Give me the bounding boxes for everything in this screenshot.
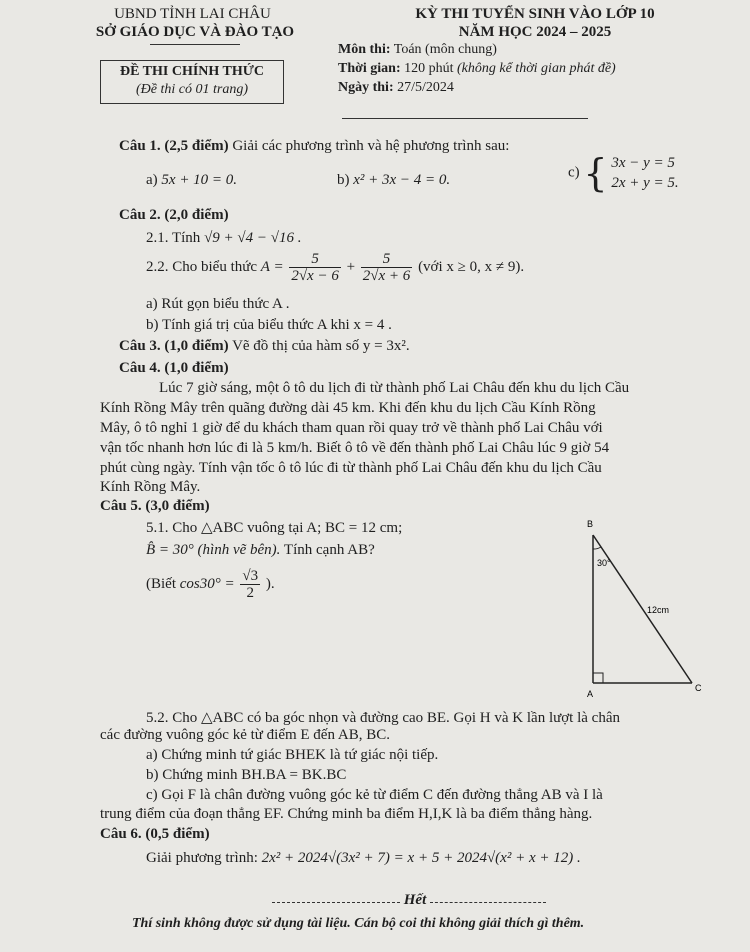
q1-c-eq2: 2x + y = 5. bbox=[611, 175, 679, 191]
vertex-a-label: A bbox=[587, 689, 594, 699]
q2-a: a) Rút gọn biểu thức A . bbox=[146, 296, 290, 312]
q2-1-expression: √9 + √4 − √16 . bbox=[204, 230, 302, 246]
right-angle-mark bbox=[593, 673, 603, 683]
province-name: UBND TỈNH LAI CHÂU bbox=[114, 6, 271, 22]
q4-title: Câu 4. (1,0 điểm) bbox=[119, 360, 229, 376]
q1-a bbox=[146, 172, 237, 189]
exam-title: KỲ THI TUYỂN SINH VÀO LỚP 10 bbox=[415, 6, 655, 22]
angle-b-arc bbox=[593, 547, 601, 549]
q2-2: 2.2. Cho biểu thức A = $\frac{5}{2√x - 6}$ + $\frac{5}{2√x + 6}$ (với x ≥ 0, x ≠ 9). bbox=[146, 251, 525, 284]
question-3 bbox=[119, 338, 410, 355]
q5-2-line-2: các đường vuông góc kẻ từ điểm E đến AB, BC. bbox=[100, 727, 390, 743]
q1-b-equation: x² + 3x − 4 = 0. bbox=[353, 172, 451, 188]
q4-line-1: Lúc 7 giờ sáng, một ô tô du lịch đi từ thành phố Lai Châu đến khu du lịch Cầu bbox=[159, 380, 630, 396]
fraction-1 bbox=[289, 251, 341, 284]
q2-1 bbox=[146, 230, 302, 247]
official-note: (Đề thi có 01 trang) bbox=[136, 82, 248, 97]
q1-title: Câu 1. (2,5 điểm) bbox=[119, 138, 229, 154]
question-1 bbox=[119, 138, 509, 155]
q5-2-c-line-2: trung điểm của đoạn thẳng EF. Chứng minh ba điểm H,I,K là ba điểm thẳng hàng. bbox=[100, 806, 593, 822]
vertex-b-label: B bbox=[587, 519, 594, 529]
subject-line bbox=[338, 42, 497, 58]
q4-line-2: Kính Rồng Mây trên quãng đường dài 45 km. Khi đến khu du lịch Cầu Kính Rồng bbox=[100, 400, 596, 416]
q1-text: Giải các phương trình và hệ phương trình sau: bbox=[232, 138, 510, 154]
q1-b-label: b) bbox=[337, 172, 350, 188]
q5-1-hint bbox=[146, 568, 275, 601]
hint-suffix: ). bbox=[265, 576, 275, 592]
q4-line-4: vận tốc nhanh hơn lúc đi là 5 km/h. Biết ô tô về đến thành phố Lai Châu lúc 9 giờ 54 bbox=[100, 440, 610, 456]
date-line bbox=[338, 80, 454, 96]
q6-prefix: Giải phương trình: bbox=[146, 850, 258, 866]
q6-title: Câu 6. (0,5 điểm) bbox=[100, 826, 210, 842]
department-name: SỞ GIÁO DỤC VÀ ĐÀO TẠO bbox=[95, 24, 295, 40]
angle-label: 30° bbox=[597, 558, 611, 568]
header-left-underline bbox=[150, 44, 240, 45]
q5-1-question: Tính cạnh AB? bbox=[283, 542, 375, 558]
footer-dash-left bbox=[272, 902, 400, 904]
q1-b bbox=[337, 172, 450, 189]
q3-text: Vẽ đồ thị của hàm số y = 3x². bbox=[232, 338, 410, 354]
q6-equation: 2x² + 2024√(3x² + 7) = x + 5 + 2024√(x² + x + 12) . bbox=[261, 850, 581, 866]
time-label: Thời gian: bbox=[338, 61, 401, 76]
q4-line-5: phút cùng ngày. Tính vận tốc ô tô lúc đi từ thành phố Lai Châu đến khu du lịch Cầu bbox=[100, 460, 602, 476]
time-value: 120 phút bbox=[404, 61, 454, 76]
q4-line-6: Kính Rồng Mây. bbox=[100, 479, 201, 495]
header-right-rule bbox=[342, 118, 588, 119]
hint-prefix: (Biết bbox=[146, 576, 176, 592]
cos-fraction bbox=[240, 568, 260, 601]
official-label: ĐỀ THI CHÍNH THỨC bbox=[119, 64, 265, 79]
cos-fraction-numerator: √3 bbox=[242, 568, 259, 584]
q2-2-lhs: A = bbox=[260, 259, 284, 275]
triangle-figure bbox=[575, 515, 705, 700]
subject-value: Toán (môn chung) bbox=[393, 42, 497, 57]
q2-2-condition: (với x ≥ 0, x ≠ 9). bbox=[418, 259, 525, 275]
q5-2-b: b) Chứng minh BH.BA = BK.BC bbox=[146, 767, 347, 783]
q2-b: b) Tính giá trị của biểu thức A khi x = 4 . bbox=[146, 317, 392, 333]
school-year: NĂM HỌC 2024 – 2025 bbox=[458, 24, 612, 40]
angle-b-value: B̂ = 30° bbox=[146, 542, 194, 558]
figure-reference: (hình vẽ bên). bbox=[197, 542, 281, 558]
date-value: 27/5/2024 bbox=[397, 80, 454, 95]
subject-label: Môn thi: bbox=[338, 42, 391, 57]
footer-note: Thí sinh không được sử dụng tài liệu. Cán bộ coi thi không giải thích gì thêm. bbox=[132, 916, 585, 931]
q2-2-prefix: 2.2. Cho biểu thức bbox=[146, 259, 258, 275]
hint-expression: cos30° = bbox=[179, 576, 235, 592]
q2-title: Câu 2. (2,0 điểm) bbox=[119, 207, 229, 223]
fraction-2 bbox=[361, 251, 413, 284]
time-note: (không kể thời gian phát đề) bbox=[457, 61, 616, 76]
q5-title: Câu 5. (3,0 điểm) bbox=[100, 498, 210, 514]
q5-2-a: a) Chứng minh tứ giác BHEK là tứ giác nội tiếp. bbox=[146, 747, 439, 763]
fraction-1-denominator: 2√x − 6 bbox=[291, 268, 339, 284]
q5-2-line-1: 5.2. Cho △ABC có ba góc nhọn và đường cao BE. Gọi H và K lần lượt là chân bbox=[146, 710, 620, 726]
footer-dash-right bbox=[430, 902, 546, 904]
vertex-c-label: C bbox=[695, 683, 702, 693]
time-line bbox=[338, 61, 616, 77]
q1-c-label: c) bbox=[568, 164, 580, 181]
q1-c bbox=[568, 153, 679, 193]
cos-fraction-denominator: 2 bbox=[246, 585, 254, 601]
date-label: Ngày thi: bbox=[338, 80, 394, 95]
q4-line-3: Mây, ô tô nghỉ 1 giờ để du khách tham quan rồi quay trở về thành phố Lai Châu với bbox=[100, 420, 603, 436]
q1-a-label: a) bbox=[146, 172, 158, 188]
fraction-2-numerator: 5 bbox=[361, 251, 413, 268]
q1-c-eq1: 3x − y = 5 bbox=[611, 155, 675, 171]
end-marker: Hết bbox=[403, 892, 427, 908]
q3-title: Câu 3. (1,0 điểm) bbox=[119, 338, 229, 354]
fraction-1-numerator: 5 bbox=[289, 251, 341, 268]
fraction-2-denominator: 2√x + 6 bbox=[362, 268, 411, 284]
hypotenuse-label: 12cm bbox=[647, 605, 670, 615]
q1-a-equation: 5x + 10 = 0. bbox=[161, 172, 238, 188]
q5-1-angle-line bbox=[146, 542, 375, 559]
system-brace: { bbox=[583, 151, 608, 195]
q5-1-line-1: 5.1. Cho △ABC vuông tại A; BC = 12 cm; bbox=[146, 520, 403, 536]
q5-2-c-line-1: c) Gọi F là chân đường vuông góc kẻ từ điểm C đến đường thẳng AB và I là bbox=[146, 787, 603, 803]
q6-line bbox=[146, 850, 581, 867]
q2-1-prefix: 2.1. Tính bbox=[146, 230, 201, 246]
